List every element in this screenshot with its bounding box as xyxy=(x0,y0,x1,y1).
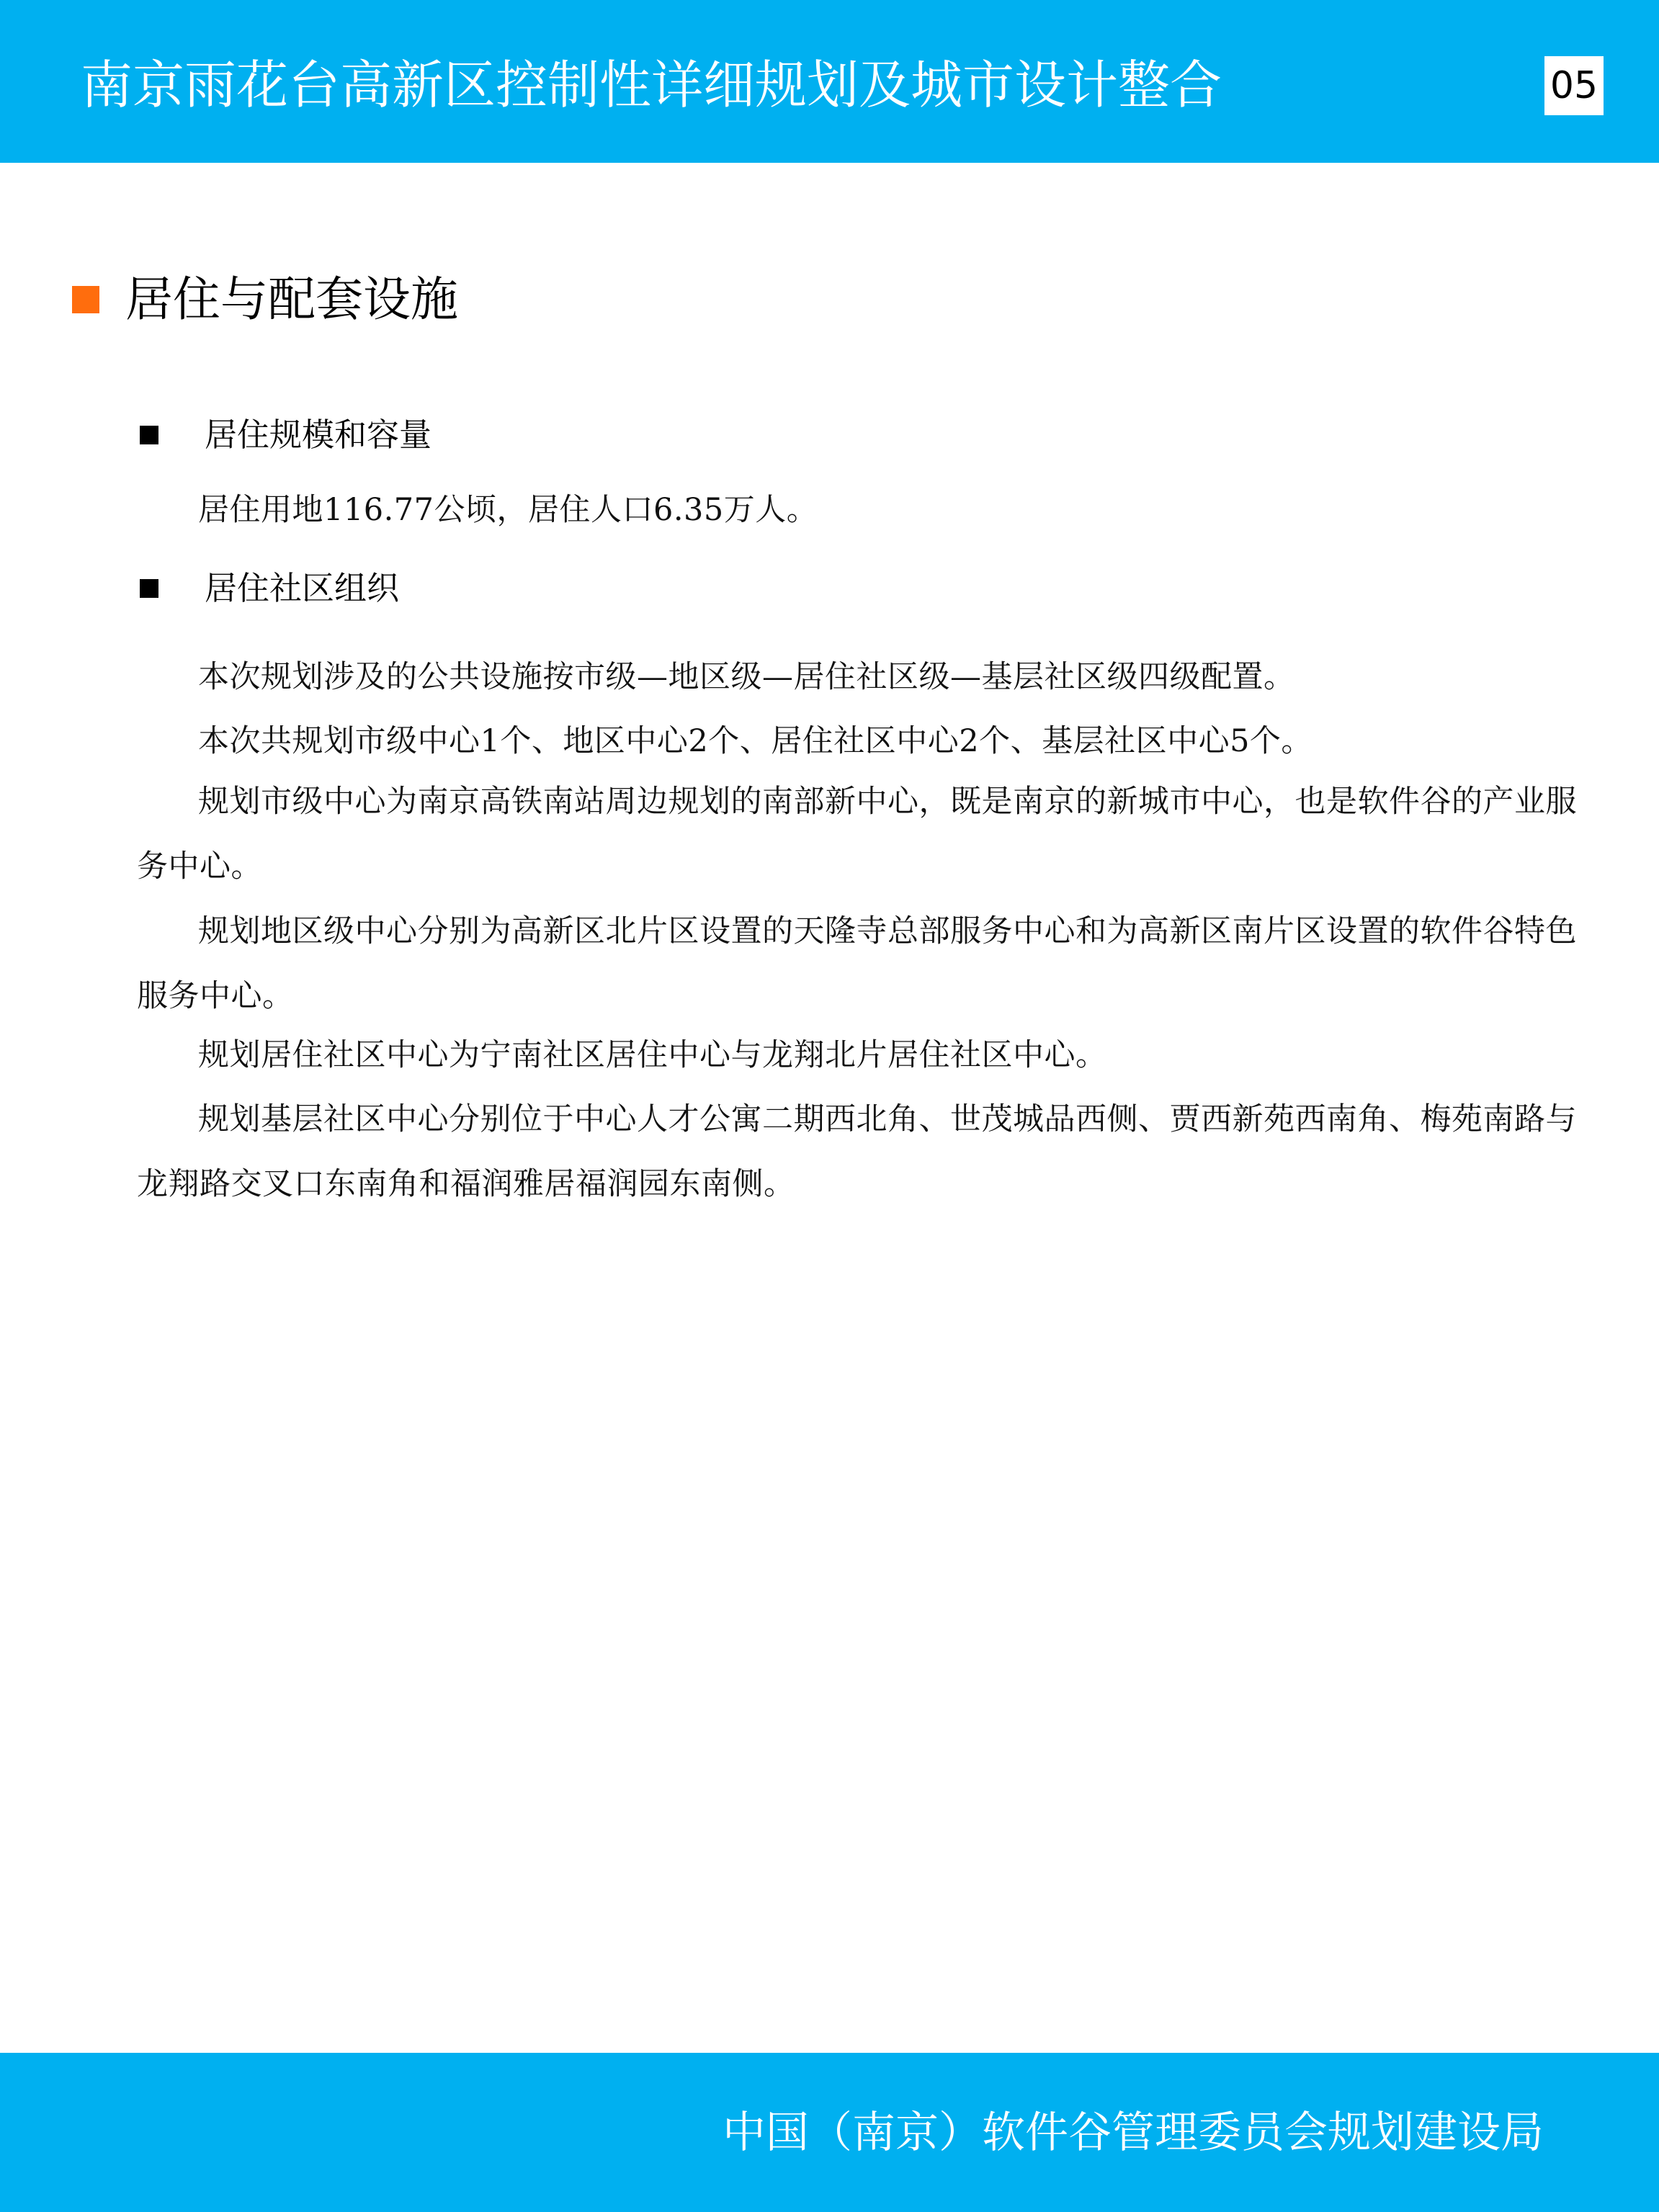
subsection-heading-scale xyxy=(140,413,431,457)
page-number: 05 xyxy=(1544,56,1604,115)
paragraph: 居住用地116.77公顷，居住人口6.35万人。 xyxy=(198,492,818,528)
paragraph: 本次共规划市级中心1个、地区中心2个、居住社区中心2个、基层社区中心5个。 xyxy=(198,723,1313,759)
orange-square-icon xyxy=(72,286,99,313)
document-title: 南京雨花台高新区控制性详细规划及城市设计整合 xyxy=(81,55,1222,115)
subsection-title: 居住社区组织 xyxy=(205,569,400,607)
paragraph: 规划市级中心为南京高铁南站周边规划的南部新中心，既是南京的新城市中心，也是软件谷的产业服务中心。 xyxy=(137,784,1577,885)
header-banner xyxy=(0,0,1659,163)
section-heading xyxy=(72,271,458,328)
paragraph: 本次规划涉及的公共设施按市级—地区级—居住社区级—基层社区级四级配置。 xyxy=(198,659,1295,695)
black-square-icon xyxy=(140,579,158,598)
paragraph: 规划地区级中心分别为高新区北片区设置的天隆寺总部服务中心和为高新区南片区设置的软件谷特色服务中心。 xyxy=(137,913,1577,1014)
paragraph: 规划居住社区中心为宁南社区居住中心与龙翔北片居住社区中心。 xyxy=(198,1037,1107,1073)
black-square-icon xyxy=(140,426,158,444)
subsection-title: 居住规模和容量 xyxy=(205,416,432,454)
footer-banner xyxy=(0,2053,1659,2212)
subsection-heading-organization xyxy=(140,567,399,610)
section-title: 居住与配套设施 xyxy=(125,272,458,327)
paragraph: 规划基层社区中心分别位于中心人才公寓二期西北角、世茂城品西侧、贾西新苑西南角、梅苑南路与龙翔路交叉口东南角和福润雅居福润园东南侧。 xyxy=(137,1101,1577,1202)
footer-organization: 中国（南京）软件谷管理委员会规划建设局 xyxy=(723,2108,1544,2158)
